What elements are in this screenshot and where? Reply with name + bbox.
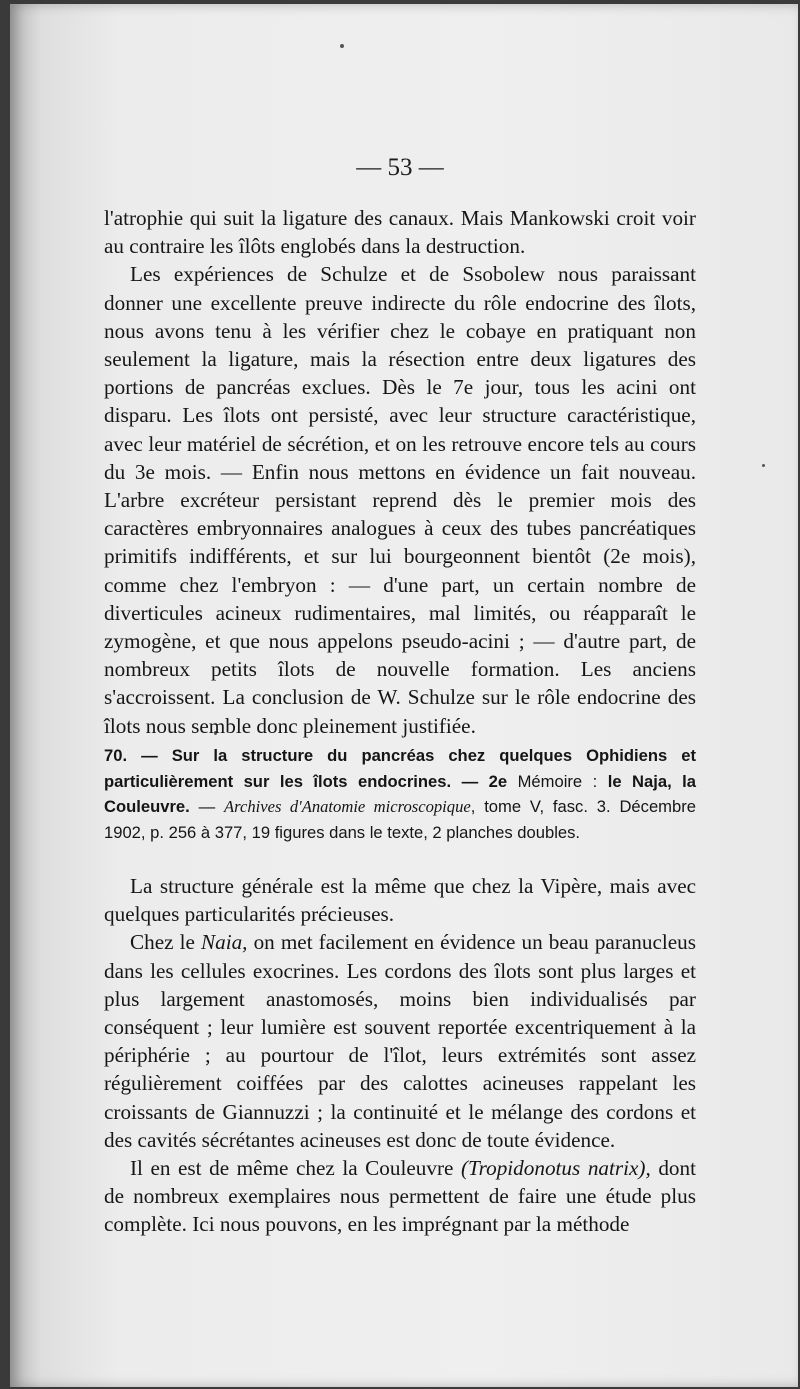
text-block-upper	[104, 204, 696, 740]
entry-details: , tome V, fasc. 3. Décembre 1902, p. 256 à 377, 19 figures dans le texte, 2 planches doubles.	[104, 797, 696, 842]
paragraph-naja	[104, 928, 696, 1154]
naja-body: on met facilement en évidence un beau paranucleus dans les cellules exocrines. Les cordons des îlots sont plus larges et plus largement anastomosés, moins bien individualisés par conséquent ; leur lumière est souvent reportée excentriquement à la périphérie ; au pourtour de l'îlot, leurs extrémités sont assez régulièrement coiffées par des calottes acineuses rappelant les croissants de Giannuzzi ; la continuité et le mélange des cordons et des cavités sécrétantes acineuses est donc de toute évidence.	[104, 930, 697, 1152]
naja-name: Naia,	[200, 930, 248, 955]
page-number: — 53 —	[356, 154, 444, 181]
speck-mark	[762, 464, 765, 467]
text-block-lower	[104, 872, 696, 1239]
entry-title: — Sur la structure du pancréas chez quelques Ophidiens et particulièrement sur les îlots endocrines. — 2e	[104, 746, 696, 791]
speck-mark	[340, 44, 344, 48]
paragraph-continuation: l'atrophie qui suit la ligature des canaux. Mais Mankowski croit voir au contraire les îlôts englobés dans la destruction.	[104, 206, 696, 259]
naja-intro: Chez le	[130, 930, 195, 955]
entry-dash: —	[198, 797, 216, 817]
paragraph-couleuvre	[104, 1154, 696, 1239]
entry-number: 70.	[104, 746, 128, 765]
paragraph-experiments: Les expériences de Schulze et de Ssobolew nous paraissant donner une excellente preuve indirecte du rôle endocrine des îlots, nous avons tenu à les vérifier chez le cobaye en pratiquant non seulement la ligature, mais la résection entre deux ligatures des portions de pancréas exclues. Dès le 7e jour, tous les acini ont disparu. Les îlots ont persisté, avec leur structure caractéristique, avec leur matériel de sécrétion, et on les retrouve encore tels au cours du 3e mois. — Enfin nous mettons en évidence un fait nouveau. L'arbre excréteur persistant reprend dès le premier mois des caractères embryonnaires analogues à ceux des tubes pancréatiques primitifs indifférents, et sur lui bourgeonnent bientôt (2e mois), comme chez l'embryon : — d'une part, un certain nombre de diverticules acineux rudimentaires, mal limités, ou réapparaît le zymogène, et que nous appelons pseudo-acini ; — d'autre part, de nombreux petits îlots de nouvelle formation. Les anciens s'accroissent. La conclusion de W. Schulze sur le rôle endocrine des îlots nous semble donc pleinement justifiée.	[104, 262, 696, 738]
entry-species: le Naja, la Couleuvre.	[104, 771, 696, 817]
journal-name: Archives d'Anatomie microscopique	[224, 797, 471, 817]
couleuvre-body: dont de nombreux exemplaires nous permettent de faire une étude plus complète. Ici nous pouvons, en les imprégnant par la méthode	[104, 1156, 696, 1237]
paragraph-general-structure: La structure générale est la même que chez la Vipère, mais avec quelques particularités précieuses.	[104, 874, 696, 927]
bibliographic-entry	[104, 743, 696, 845]
couleuvre-species: (Tropidonotus natrix),	[460, 1156, 651, 1181]
memoire-label: Mémoire :	[517, 771, 598, 791]
couleuvre-intro: Il en est de même chez la Couleuvre	[130, 1156, 454, 1181]
